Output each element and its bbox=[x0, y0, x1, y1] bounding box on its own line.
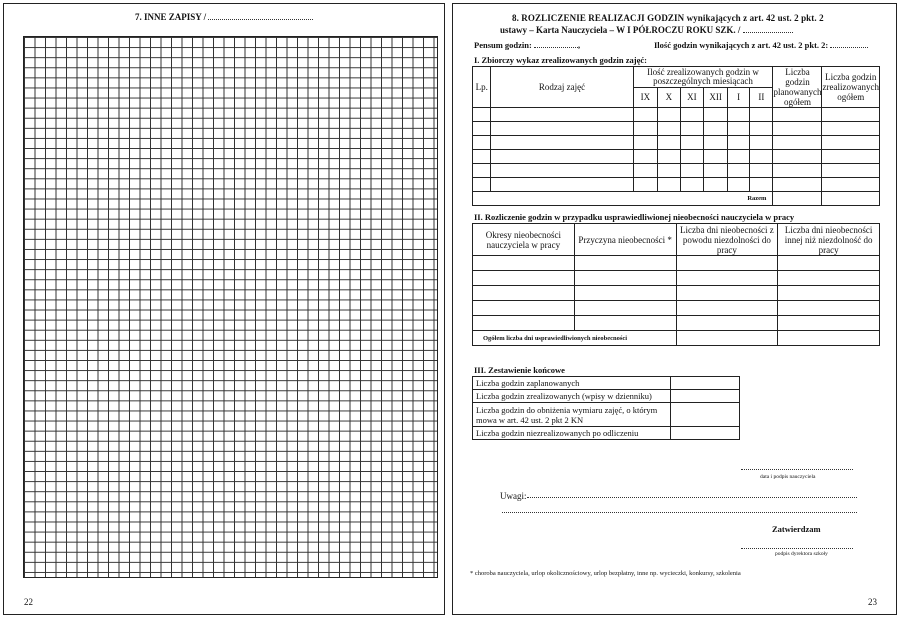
table-row bbox=[473, 403, 740, 427]
overtime-label: Ilość godzin wynikających z art. 42 ust. 2 pkt. 2: bbox=[654, 40, 829, 50]
pensum-label: Pensum godzin: bbox=[474, 40, 532, 50]
table-row bbox=[473, 286, 880, 301]
section2-title: II. Rozliczenie godzin w przypadku usprawiedliwionej nieobecności nauczyciela w pracy bbox=[474, 212, 795, 222]
page-number-left: 22 bbox=[24, 597, 33, 607]
rozliczenie-heading-1: 8. ROZLICZENIE REALIZACJI GODZIN wynikających z art. 42 ust. 2 pkt. 2 bbox=[512, 13, 824, 23]
pensum-line: Pensum godzin: , bbox=[474, 40, 581, 50]
s3-row-unrealized: Liczba godzin niezrealizowanych po odliczeniu bbox=[473, 427, 671, 440]
col-planned: Liczba godzin planowanych ogółem bbox=[773, 67, 822, 107]
month-ii: II bbox=[750, 87, 773, 108]
table-row bbox=[473, 377, 740, 390]
s3-row-reduction: Liczba godzin do obniżenia wymiaru zajęć, o którym mowa w art. 42 ust. 2 pkt 2 KN bbox=[473, 403, 671, 427]
month-ix: IX bbox=[633, 87, 658, 108]
section3-table bbox=[472, 376, 740, 440]
school-year-dots bbox=[743, 32, 793, 33]
month-i: I bbox=[728, 87, 750, 108]
uwagi-line-2 bbox=[502, 512, 857, 513]
col-lp: Lp. bbox=[473, 67, 491, 108]
notes-grid bbox=[23, 36, 438, 578]
overtime-line bbox=[654, 40, 868, 50]
table-row bbox=[473, 256, 880, 271]
section1-title: I. Zbiorczy wykaz zrealizowanych godzin zajęć: bbox=[474, 55, 647, 65]
s2-col-inne: Liczba dni nieobecności innej niż niezdolność do pracy bbox=[778, 224, 880, 256]
razem-label: Razem bbox=[473, 192, 773, 206]
table-row bbox=[473, 316, 880, 331]
col-rodzaj: Rodzaj zajęć bbox=[491, 67, 633, 108]
footnote: * choroba nauczyciela, urlop okolicznościowy, urlop bezpłatny, inne np. wycieczki, konkursy, szkolenia bbox=[470, 570, 741, 577]
page-number-right: 23 bbox=[868, 597, 877, 607]
table-row bbox=[473, 108, 880, 122]
table-row bbox=[473, 301, 880, 316]
zatwierdzam-label: Zatwierdzam bbox=[772, 524, 821, 534]
uwagi-label: Uwagi: bbox=[500, 491, 527, 501]
col-realized: Liczba godzin zrealizowanych ogółem bbox=[822, 67, 880, 108]
inne-zapisy-label: 7. INNE ZAPISY / bbox=[135, 12, 207, 22]
table-row bbox=[473, 136, 880, 150]
section3-title: III. Zestawienie końcowe bbox=[474, 365, 565, 375]
director-signature-label: podpis dyrektora szkoły bbox=[775, 551, 828, 557]
teacher-signature-line bbox=[741, 469, 853, 470]
table-row bbox=[473, 164, 880, 178]
month-xii: XII bbox=[704, 87, 728, 108]
director-signature-line bbox=[741, 548, 853, 549]
s3-row-planned: Liczba godzin zaplanowanych bbox=[473, 377, 671, 390]
s2-col-niezdolnosc: Liczba dni nieobecności z powodu niezdolności do pracy bbox=[676, 224, 778, 256]
col-ilosc: Ilość zrealizowanych godzin w poszczególnych miesiącach bbox=[633, 67, 773, 88]
overtime-dots bbox=[830, 47, 868, 48]
s2-footer: Ogółem liczba dni usprawiedliwionych nieobecności bbox=[473, 331, 677, 346]
rozliczenie-heading-2 bbox=[500, 25, 793, 35]
inne-zapisy-dots bbox=[208, 19, 313, 20]
rozliczenie-heading-2-text: ustawy – Karta Nauczyciela – W I PÓŁROCZU ROKU SZK. / bbox=[500, 25, 741, 35]
month-x: X bbox=[658, 87, 680, 108]
table-row bbox=[473, 390, 740, 403]
table-row bbox=[473, 178, 880, 192]
table-row bbox=[473, 122, 880, 136]
uwagi-line-1 bbox=[527, 497, 857, 498]
table-row bbox=[473, 150, 880, 164]
table-row bbox=[473, 427, 740, 440]
section1-table bbox=[472, 66, 880, 206]
inne-zapisy-title bbox=[135, 12, 313, 22]
s3-row-realized: Liczba godzin zrealizowanych (wpisy w dzienniku) bbox=[473, 390, 671, 403]
month-xi: XI bbox=[680, 87, 704, 108]
section2-table bbox=[472, 223, 880, 346]
table-row bbox=[473, 271, 880, 286]
teacher-signature-label: data i podpis nauczyciela bbox=[760, 474, 816, 480]
s2-col-okresy: Okresy nieobecności nauczyciela w pracy bbox=[473, 224, 575, 256]
s2-col-przyczyna: Przyczyna nieobecności * bbox=[574, 224, 676, 256]
pensum-dots bbox=[534, 47, 578, 48]
